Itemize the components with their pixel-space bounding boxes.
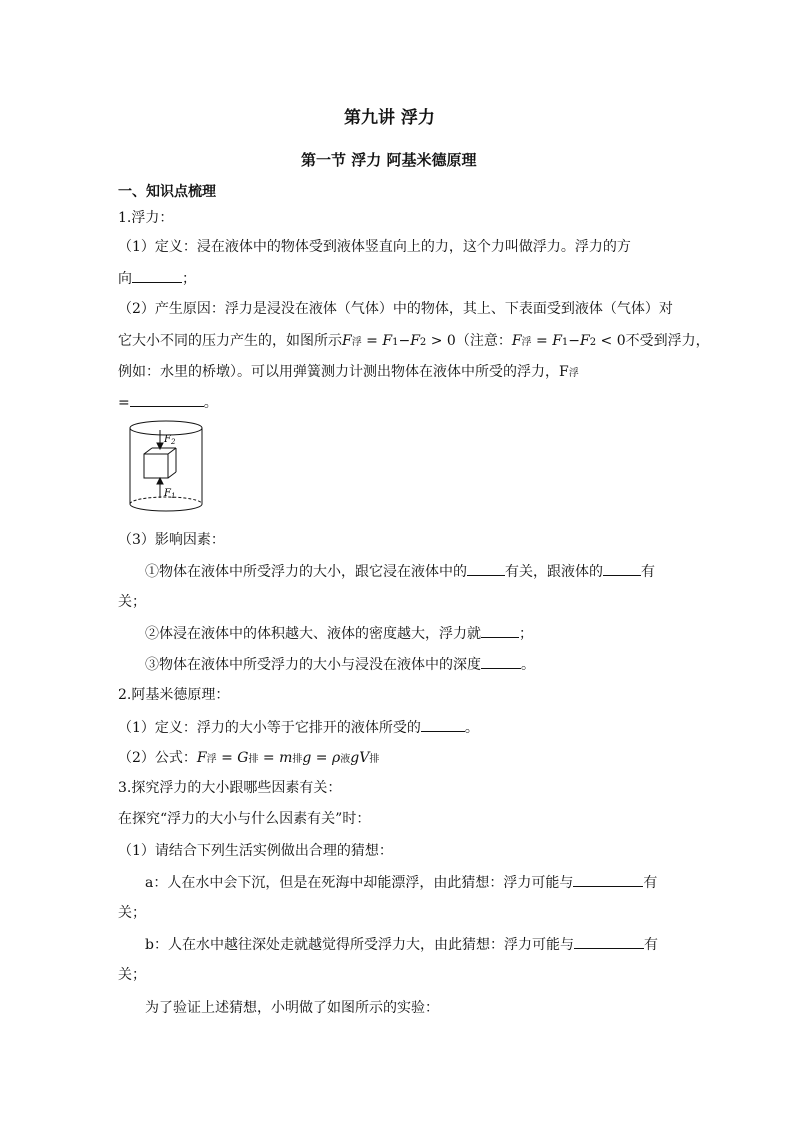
arrow-down-icon: [157, 430, 163, 449]
text: 不受到浮力，: [625, 333, 710, 349]
text: ③物体在液体中所受浮力的大小与浸没在液体中的深度: [145, 657, 481, 673]
answer-blank[interactable]: [481, 623, 519, 638]
cylinder-figure: [124, 418, 212, 518]
cause-line-1: （2）产生原因：浮力是浸没在液体（气体）中的物体，其上、下表面受到液体（气体）对: [118, 301, 673, 317]
buoyancy-formula: F浮 = F1−F2 > 0: [342, 333, 456, 349]
text: （1）定义：浮力的大小等于它排开的液体所受的: [118, 720, 421, 736]
answer-blank[interactable]: [481, 654, 521, 669]
factors-label: （3）影响因素：: [118, 532, 225, 548]
answer-blank[interactable]: [574, 934, 644, 949]
archimedes-formula: [118, 748, 379, 770]
cause-line-3: [118, 362, 579, 384]
arrow-up-icon: [157, 478, 163, 498]
cube-shape: [144, 448, 176, 478]
text: ②体浸在液体中的体积越大、液体的密度越大，浮力就: [145, 626, 481, 642]
factor-1-line-1: [145, 561, 655, 582]
definition-line-1: （1）定义：浸在液体中的物体受到液体竖直向上的力，这个力叫做浮力。浮力的方: [118, 239, 631, 255]
answer-blank[interactable]: [421, 717, 465, 732]
text: b：人在水中越往深处走就越觉得所受浮力大，由此猜想：浮力可能与: [145, 937, 574, 953]
question-1: （1）请结合下列生活实例做出合理的猜想：: [118, 843, 393, 859]
point-3-intro: 在探究“浮力的大小与什么因素有关”时：: [118, 811, 371, 827]
text: ；: [519, 626, 533, 642]
archimedes-definition: [118, 717, 479, 738]
section-subtitle: 第一节 浮力 阿基米德原理: [301, 151, 477, 169]
text: 。: [521, 657, 535, 673]
text: 有关，跟液体的: [505, 564, 603, 580]
factor-1-line-2: 关；: [118, 594, 146, 610]
text: 。: [464, 720, 479, 736]
text: 向: [118, 271, 132, 287]
answer-blank[interactable]: [132, 268, 182, 283]
factor-3: [145, 654, 535, 675]
answer-blank[interactable]: [573, 872, 643, 887]
page-title: 第九讲 浮力: [344, 108, 435, 128]
text: a：人在水中会下沉，但是在死海中却能漂浮，由此猜想：浮力可能与: [145, 875, 574, 891]
guess-a-line-2: 关；: [118, 905, 146, 921]
text: 有: [643, 875, 658, 891]
text: 。: [203, 395, 218, 411]
note-formula: F浮 = F1−F2 < 0: [511, 333, 626, 349]
text: 例如：水里的桥墩）。可以用弹簧测力计测出物体在液体中所受的浮力，F: [118, 364, 569, 380]
guess-b-line-2: 关；: [118, 967, 146, 983]
text: 有: [643, 937, 658, 953]
point-2-label: 2.阿基米德原理：: [118, 687, 230, 703]
verify-line: 为了验证上述猜想，小明做了如图所示的实验：: [145, 1000, 439, 1016]
answer-blank[interactable]: [130, 392, 204, 407]
guess-b-line-1: [145, 934, 658, 955]
factor-2: [145, 623, 533, 644]
text: （注意：: [455, 333, 512, 349]
point-3-label: 3.探究浮力的大小跟哪些因素有关：: [118, 780, 342, 796]
force-label-top: $F_2$: [164, 434, 176, 446]
text: 它大小不同的压力产生的，如图所示: [118, 333, 342, 349]
text: ；: [182, 271, 196, 287]
subscript: 浮: [568, 368, 579, 379]
cause-line-2: [118, 331, 710, 353]
text: ①物体在液体中所受浮力的大小，跟它浸在液体中的: [145, 564, 467, 580]
formula: F浮 = G排 = m排g = ρ液gV排: [196, 750, 380, 766]
cause-line-4: [118, 392, 218, 413]
section-heading: 一、知识点梳理: [118, 184, 216, 200]
answer-blank[interactable]: [467, 561, 505, 576]
guess-a-line-1: [145, 872, 657, 893]
force-label-bottom: $F_1$: [164, 488, 176, 500]
text: （2）公式：: [118, 750, 197, 766]
text: 有: [641, 564, 655, 580]
text: =: [118, 395, 130, 411]
definition-line-2: [118, 268, 196, 289]
point-1-label: 1.浮力：: [118, 210, 174, 226]
answer-blank[interactable]: [603, 561, 641, 576]
